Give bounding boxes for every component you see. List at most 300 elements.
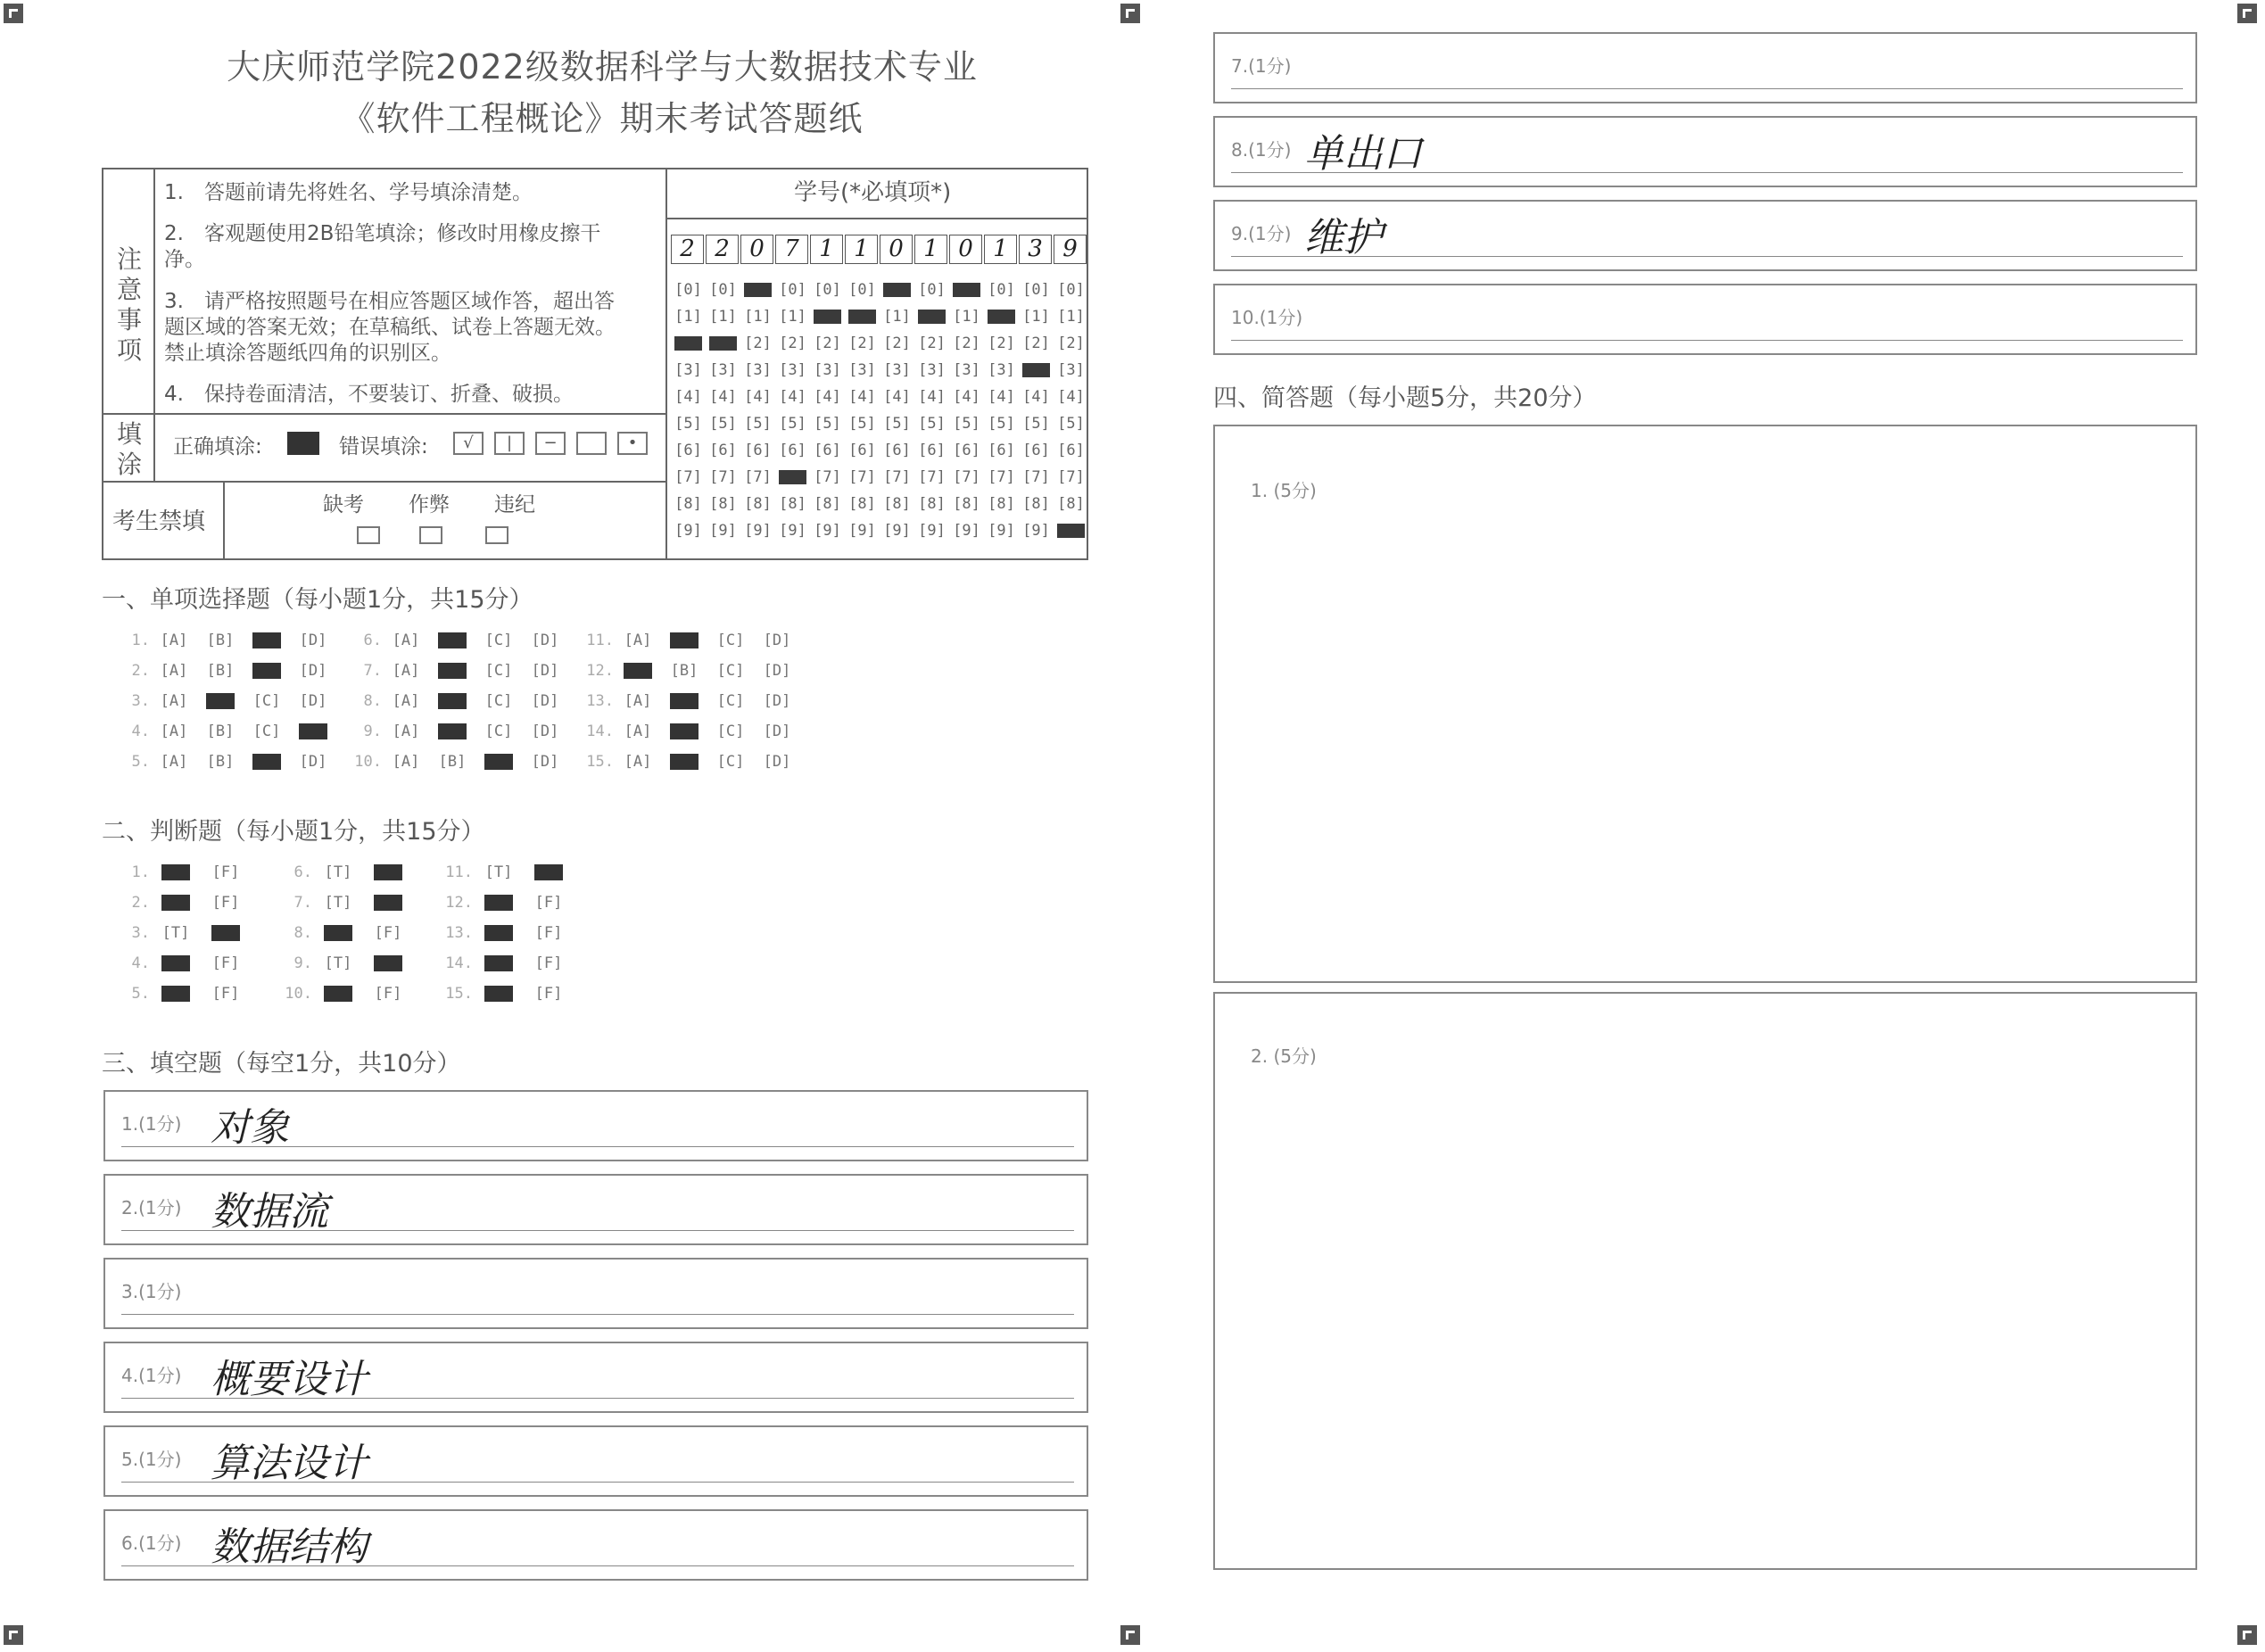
student-id-bubble[interactable]	[706, 415, 740, 433]
student-id-bubble[interactable]	[984, 388, 1019, 406]
tf-option-t[interactable]	[476, 924, 521, 942]
student-id-digit-6: 1	[845, 235, 878, 264]
fill-blank-answer: 维护	[1304, 215, 1383, 260]
option-label: [F]	[534, 954, 563, 972]
mc-option-d[interactable]	[755, 723, 799, 740]
option-label: [B]	[206, 753, 235, 771]
student-id-bubble[interactable]	[845, 388, 880, 406]
fill-blank-3[interactable]	[103, 1258, 1088, 1329]
student-id-bubble[interactable]	[775, 281, 810, 299]
tf-option-f[interactable]	[366, 924, 410, 942]
mc-option-a[interactable]	[616, 632, 660, 649]
mc-option-c[interactable]	[708, 753, 753, 771]
bubble-label: [9]	[674, 522, 702, 540]
bubble-label: [0]	[988, 281, 1015, 299]
mc-option-a[interactable]	[152, 723, 196, 740]
mc-question-number: 4.	[131, 723, 150, 740]
mc-option-a[interactable]	[616, 753, 660, 771]
student-id-bubble[interactable]	[984, 522, 1019, 540]
mc-option-d[interactable]	[523, 753, 567, 771]
student-id-bubble[interactable]	[740, 361, 775, 379]
page-subtitle: 《软件工程概论》期末考试答题纸	[341, 99, 864, 138]
fill-blank-9[interactable]	[1213, 200, 2197, 271]
tf-option-f[interactable]	[526, 985, 571, 1003]
mc-option-b[interactable]	[430, 662, 475, 680]
student-id-bubble[interactable]	[775, 361, 810, 379]
tf-option-f[interactable]	[203, 894, 248, 912]
mc-option-d[interactable]	[291, 753, 335, 771]
student-id-bubble[interactable]	[810, 415, 845, 433]
student-id-bubble[interactable]	[914, 468, 949, 486]
student-id-bubble[interactable]	[810, 308, 845, 326]
bubble-label: [4]	[744, 388, 772, 406]
student-id-digit-1: 2	[671, 235, 704, 264]
mc-option-a[interactable]	[384, 692, 428, 710]
mc-option-c[interactable]	[244, 662, 289, 680]
student-id-bubble[interactable]	[1054, 361, 1088, 379]
student-id-bubble[interactable]	[845, 335, 880, 352]
mc-option-a[interactable]	[152, 632, 196, 649]
student-id-bubble[interactable]	[880, 281, 914, 299]
student-id-bubble[interactable]	[880, 388, 914, 406]
fill-blank-8[interactable]	[1213, 116, 2197, 187]
forbidden-absent-checkbox[interactable]	[357, 526, 380, 544]
mc-option-c[interactable]	[708, 662, 753, 680]
student-id-bubble[interactable]	[671, 335, 706, 352]
mc-option-b[interactable]	[662, 662, 707, 680]
mc-option-a[interactable]	[616, 692, 660, 710]
student-id-bubble[interactable]	[914, 335, 949, 352]
bubble-label: [8]	[883, 495, 911, 513]
student-id-bubble[interactable]	[706, 442, 740, 459]
student-id-bubble[interactable]	[1019, 522, 1054, 540]
option-label: [A]	[160, 632, 188, 649]
option-label: [D]	[763, 632, 791, 649]
student-id-bubble[interactable]	[706, 308, 740, 326]
tf-option-t[interactable]	[476, 954, 521, 972]
bubble-label: [1]	[883, 308, 911, 326]
tf-option-t[interactable]	[316, 894, 360, 912]
student-id-bubble[interactable]	[1019, 442, 1054, 459]
fill-label-divider	[153, 413, 155, 481]
student-id-bubble[interactable]	[671, 361, 706, 379]
mc-option-a[interactable]	[152, 753, 196, 771]
student-id-bubble[interactable]	[949, 335, 984, 352]
student-id-bubble[interactable]	[949, 281, 984, 299]
tf-question-number: 15.	[445, 985, 473, 1003]
mc-option-b[interactable]	[198, 692, 243, 710]
student-id-bubble[interactable]	[949, 388, 984, 406]
mc-option-d[interactable]	[523, 662, 567, 680]
tf-option-t[interactable]	[476, 863, 521, 881]
tf-option-f[interactable]	[366, 954, 410, 972]
option-label: [F]	[374, 924, 402, 942]
correct-fill-example	[287, 432, 319, 455]
fill-blank-4[interactable]	[103, 1342, 1088, 1413]
student-id-bubble[interactable]	[810, 495, 845, 513]
bubble-label: [7]	[918, 468, 946, 486]
student-id-bubble[interactable]	[984, 415, 1019, 433]
forbidden-absent-label: 缺考	[323, 493, 364, 516]
student-id-bubble[interactable]	[775, 495, 810, 513]
tf-question-number: 4.	[131, 954, 150, 972]
student-id-bubble[interactable]	[775, 522, 810, 540]
fill-blank-10[interactable]	[1213, 284, 2197, 355]
option-label: [C]	[252, 692, 281, 710]
bubble-label: [6]	[709, 442, 737, 459]
mc-option-c[interactable]	[244, 723, 289, 740]
mc-option-b[interactable]	[430, 753, 475, 771]
tf-option-t[interactable]	[153, 985, 198, 1003]
tf-option-t[interactable]	[316, 863, 360, 881]
option-label: [C]	[716, 692, 745, 710]
mc-option-a[interactable]	[384, 723, 428, 740]
student-id-bubble[interactable]	[810, 335, 845, 352]
option-label: [F]	[211, 863, 240, 881]
student-id-bubble[interactable]	[1054, 388, 1088, 406]
tf-option-t[interactable]	[316, 985, 360, 1003]
student-id-bubble[interactable]	[775, 442, 810, 459]
student-id-bubble[interactable]	[671, 495, 706, 513]
fill-blank-7[interactable]	[1213, 32, 2197, 103]
mc-option-c[interactable]	[244, 632, 289, 649]
student-id-bubble[interactable]	[914, 308, 949, 326]
option-label: [B]	[206, 662, 235, 680]
option-label: [D]	[763, 723, 791, 740]
student-id-bubble[interactable]	[914, 281, 949, 299]
student-id-bubble[interactable]	[880, 522, 914, 540]
student-id-bubble[interactable]	[775, 308, 810, 326]
student-id-bubble[interactable]	[671, 468, 706, 486]
student-id-bubble[interactable]	[671, 522, 706, 540]
student-id-bubble[interactable]	[671, 281, 706, 299]
student-id-label-divider	[667, 218, 1088, 219]
student-id-bubble[interactable]	[880, 308, 914, 326]
student-id-bubble[interactable]	[1054, 335, 1088, 352]
mc-option-b[interactable]	[662, 632, 707, 649]
tf-option-t[interactable]	[316, 954, 360, 972]
bubble-label: [8]	[779, 495, 806, 513]
student-id-bubble[interactable]	[949, 308, 984, 326]
tf-option-t[interactable]	[153, 954, 198, 972]
bubble-label: [6]	[848, 442, 876, 459]
student-id-bubble[interactable]	[706, 388, 740, 406]
mc-question-number: 6.	[363, 632, 382, 649]
student-id-bubble[interactable]	[706, 281, 740, 299]
student-id-bubble[interactable]	[984, 281, 1019, 299]
student-id-bubble[interactable]	[880, 495, 914, 513]
option-label: [C]	[716, 723, 745, 740]
forbidden-violate-label: 违纪	[494, 493, 535, 516]
mc-option-d[interactable]	[755, 662, 799, 680]
short-answer-box-2[interactable]	[1213, 992, 2197, 1570]
student-id-digit-10: 1	[984, 235, 1017, 264]
bubble-label: [5]	[848, 415, 876, 433]
mc-option-c[interactable]	[244, 753, 289, 771]
mc-option-b[interactable]	[430, 723, 475, 740]
student-id-bubble[interactable]	[914, 522, 949, 540]
bubble-label: [2]	[883, 335, 911, 352]
student-id-bubble[interactable]	[949, 415, 984, 433]
student-id-bubble[interactable]	[1019, 335, 1054, 352]
option-label: [A]	[624, 632, 652, 649]
mc-option-b[interactable]	[198, 753, 243, 771]
mc-option-d[interactable]	[291, 723, 335, 740]
mc-option-c[interactable]	[476, 753, 521, 771]
student-id-bubble[interactable]	[949, 468, 984, 486]
student-id-bubble[interactable]	[880, 415, 914, 433]
corner-mark-bm	[1120, 1625, 1140, 1645]
mc-option-c[interactable]	[476, 662, 521, 680]
student-id-bubble[interactable]	[1054, 468, 1088, 486]
student-id-bubble[interactable]	[1019, 388, 1054, 406]
bubble-label: [6]	[779, 442, 806, 459]
student-id-bubble[interactable]	[984, 442, 1019, 459]
tf-option-t[interactable]	[476, 894, 521, 912]
mc-option-a[interactable]	[384, 753, 428, 771]
student-id-bubble[interactable]	[914, 388, 949, 406]
student-id-bubble[interactable]	[810, 522, 845, 540]
mc-option-c[interactable]	[708, 723, 753, 740]
notice-label: 注意事项	[116, 244, 142, 365]
student-id-bubble[interactable]	[810, 468, 845, 486]
student-id-bubble[interactable]	[740, 495, 775, 513]
student-id-bubble[interactable]	[949, 361, 984, 379]
student-id-bubble[interactable]	[914, 495, 949, 513]
tf-question-number: 14.	[445, 954, 473, 972]
option-label: [C]	[716, 662, 745, 680]
tf-option-f[interactable]	[366, 985, 410, 1003]
student-id-bubble[interactable]	[880, 361, 914, 379]
student-id-bubble[interactable]	[1019, 495, 1054, 513]
student-id-bubble[interactable]	[845, 442, 880, 459]
mc-option-d[interactable]	[755, 753, 799, 771]
bubble-label: [1]	[779, 308, 806, 326]
student-id-bubble[interactable]	[775, 388, 810, 406]
student-id-bubble[interactable]	[810, 281, 845, 299]
student-id-bubble[interactable]	[775, 468, 810, 486]
bubble-label: [5]	[674, 415, 702, 433]
tf-option-t[interactable]	[316, 924, 360, 942]
student-id-bubble[interactable]	[949, 495, 984, 513]
student-id-bubble[interactable]	[810, 442, 845, 459]
student-id-bubble[interactable]	[740, 281, 775, 299]
student-id-bubble[interactable]	[706, 468, 740, 486]
student-id-bubble[interactable]	[845, 415, 880, 433]
mc-option-a[interactable]	[152, 662, 196, 680]
student-id-bubble[interactable]	[1054, 308, 1088, 326]
option-label: [C]	[484, 723, 513, 740]
student-id-bubble[interactable]	[845, 308, 880, 326]
forbidden-cheat-checkbox[interactable]	[419, 526, 442, 544]
mc-option-d[interactable]	[523, 723, 567, 740]
student-id-bubble[interactable]	[984, 495, 1019, 513]
tf-question-number: 2.	[131, 894, 150, 912]
option-label: [A]	[160, 723, 188, 740]
mc-option-c[interactable]	[708, 632, 753, 649]
mc-option-c[interactable]	[244, 692, 289, 710]
student-id-bubble[interactable]	[880, 335, 914, 352]
student-id-bubble[interactable]	[845, 522, 880, 540]
tf-option-f[interactable]	[526, 863, 571, 881]
short-answer-1-label: 1. (5分)	[1251, 480, 1317, 501]
mc-question-number: 8.	[363, 692, 382, 710]
student-id-bubble[interactable]	[775, 335, 810, 352]
bubble-label: [3]	[918, 361, 946, 379]
short-answer-box-1[interactable]	[1213, 425, 2197, 983]
fill-blank-1[interactable]	[103, 1090, 1088, 1161]
student-id-bubble[interactable]	[740, 335, 775, 352]
student-id-bubble[interactable]	[706, 495, 740, 513]
student-id-bubble[interactable]	[914, 361, 949, 379]
student-id-bubble[interactable]	[1054, 415, 1088, 433]
bubble-label: [7]	[814, 468, 841, 486]
mc-option-a[interactable]	[616, 662, 660, 680]
tf-option-t[interactable]	[153, 894, 198, 912]
option-label: [D]	[763, 662, 791, 680]
mc-option-b[interactable]	[198, 632, 243, 649]
fill-blank-6[interactable]	[103, 1509, 1088, 1581]
fill-blank-5[interactable]	[103, 1425, 1088, 1497]
tf-option-f[interactable]	[366, 863, 410, 881]
tf-option-f[interactable]	[526, 894, 571, 912]
student-id-bubble[interactable]	[671, 308, 706, 326]
mc-option-c[interactable]	[476, 723, 521, 740]
tf-option-f[interactable]	[366, 894, 410, 912]
student-id-bubble[interactable]	[740, 308, 775, 326]
student-id-bubble[interactable]	[1054, 442, 1088, 459]
option-label: [C]	[484, 662, 513, 680]
fill-blank-label: 3.(1分)	[121, 1281, 182, 1302]
mc-option-b[interactable]	[662, 692, 707, 710]
tf-option-f[interactable]	[203, 863, 248, 881]
student-id-bubble[interactable]	[984, 335, 1019, 352]
student-id-bubble[interactable]	[740, 415, 775, 433]
student-id-bubble[interactable]	[984, 361, 1019, 379]
mc-option-b[interactable]	[662, 753, 707, 771]
forbidden-violate-checkbox[interactable]	[485, 526, 508, 544]
mc-question-number: 14.	[586, 723, 614, 740]
section1-heading: 一、单项选择题（每小题1分，共15分）	[102, 586, 533, 614]
student-id-bubble[interactable]	[671, 415, 706, 433]
bubble-label: [0]	[848, 281, 876, 299]
mc-option-b[interactable]	[430, 692, 475, 710]
mc-option-d[interactable]	[755, 692, 799, 710]
bubble-label: [9]	[988, 522, 1015, 540]
student-id-bubble[interactable]	[949, 522, 984, 540]
tf-option-f[interactable]	[526, 954, 571, 972]
mc-option-a[interactable]	[384, 632, 428, 649]
mc-option-a[interactable]	[152, 692, 196, 710]
mc-option-d[interactable]	[523, 692, 567, 710]
mc-option-d[interactable]	[755, 632, 799, 649]
student-id-bubble[interactable]	[775, 415, 810, 433]
tf-option-f[interactable]	[203, 924, 248, 942]
student-id-bubble[interactable]	[1054, 495, 1088, 513]
option-label: [A]	[392, 723, 420, 740]
student-id-bubble[interactable]	[810, 388, 845, 406]
student-id-bubble[interactable]	[914, 442, 949, 459]
student-id-bubble[interactable]	[1019, 415, 1054, 433]
tf-option-f[interactable]	[526, 924, 571, 942]
student-id-bubble[interactable]	[984, 468, 1019, 486]
mc-option-d[interactable]	[291, 692, 335, 710]
student-id-bubble[interactable]	[671, 388, 706, 406]
mc-question-number: 12.	[586, 662, 614, 680]
mc-option-c[interactable]	[476, 692, 521, 710]
mc-option-b[interactable]	[662, 723, 707, 740]
student-id-bubble[interactable]	[845, 361, 880, 379]
option-label: [B]	[438, 753, 467, 771]
student-id-bubble[interactable]	[1054, 281, 1088, 299]
mc-option-d[interactable]	[291, 662, 335, 680]
student-id-bubble[interactable]	[914, 415, 949, 433]
tf-option-f[interactable]	[203, 954, 248, 972]
student-id-bubble[interactable]	[1019, 308, 1054, 326]
student-id-bubble[interactable]	[984, 308, 1019, 326]
mc-option-b[interactable]	[430, 632, 475, 649]
fill-blank-2[interactable]	[103, 1174, 1088, 1245]
mc-option-b[interactable]	[198, 723, 243, 740]
student-id-bubble[interactable]	[740, 442, 775, 459]
student-id-bubble[interactable]	[1019, 468, 1054, 486]
tf-option-f[interactable]	[203, 985, 248, 1003]
option-label: [D]	[299, 662, 327, 680]
student-id-bubble[interactable]	[706, 522, 740, 540]
student-id-digit-5: 1	[810, 235, 843, 264]
mc-option-c[interactable]	[476, 632, 521, 649]
student-id-bubble[interactable]	[671, 442, 706, 459]
fill-blank-label: 10.(1分)	[1231, 307, 1303, 328]
tf-option-t[interactable]	[476, 985, 521, 1003]
student-id-bubble[interactable]	[810, 361, 845, 379]
student-id-bubble[interactable]	[1054, 522, 1088, 540]
student-id-bubble[interactable]	[740, 388, 775, 406]
student-id-bubble[interactable]	[1019, 281, 1054, 299]
student-id-bubble[interactable]	[845, 495, 880, 513]
forbidden-cheat-label: 作弊	[409, 493, 450, 516]
student-id-bubble[interactable]	[706, 361, 740, 379]
mc-option-d[interactable]	[523, 632, 567, 649]
bubble-label: [5]	[988, 415, 1015, 433]
mc-option-b[interactable]	[198, 662, 243, 680]
bubble-label: [6]	[883, 442, 911, 459]
bubble-label: [3]	[814, 361, 841, 379]
student-id-bubble[interactable]	[740, 468, 775, 486]
option-label: [F]	[534, 894, 563, 912]
student-id-bubble[interactable]	[880, 442, 914, 459]
student-id-bubble[interactable]	[845, 281, 880, 299]
student-id-bubble[interactable]	[880, 468, 914, 486]
student-id-bubble[interactable]	[740, 522, 775, 540]
student-id-bubble[interactable]	[949, 442, 984, 459]
bubble-label: [1]	[1022, 308, 1050, 326]
student-id-bubble[interactable]	[706, 335, 740, 352]
mc-option-c[interactable]	[708, 692, 753, 710]
tf-option-t[interactable]	[153, 863, 198, 881]
bubble-label: [1]	[709, 308, 737, 326]
bubble-label: [5]	[953, 415, 980, 433]
mc-option-d[interactable]	[291, 632, 335, 649]
bubble-label: [1]	[953, 308, 980, 326]
tf-option-t[interactable]	[153, 924, 198, 942]
bubble-label: [8]	[709, 495, 737, 513]
student-id-bubble[interactable]	[1019, 361, 1054, 379]
mc-option-a[interactable]	[616, 723, 660, 740]
student-id-bubble[interactable]	[845, 468, 880, 486]
mc-option-a[interactable]	[384, 662, 428, 680]
tf-question-number: 10.	[285, 985, 312, 1003]
